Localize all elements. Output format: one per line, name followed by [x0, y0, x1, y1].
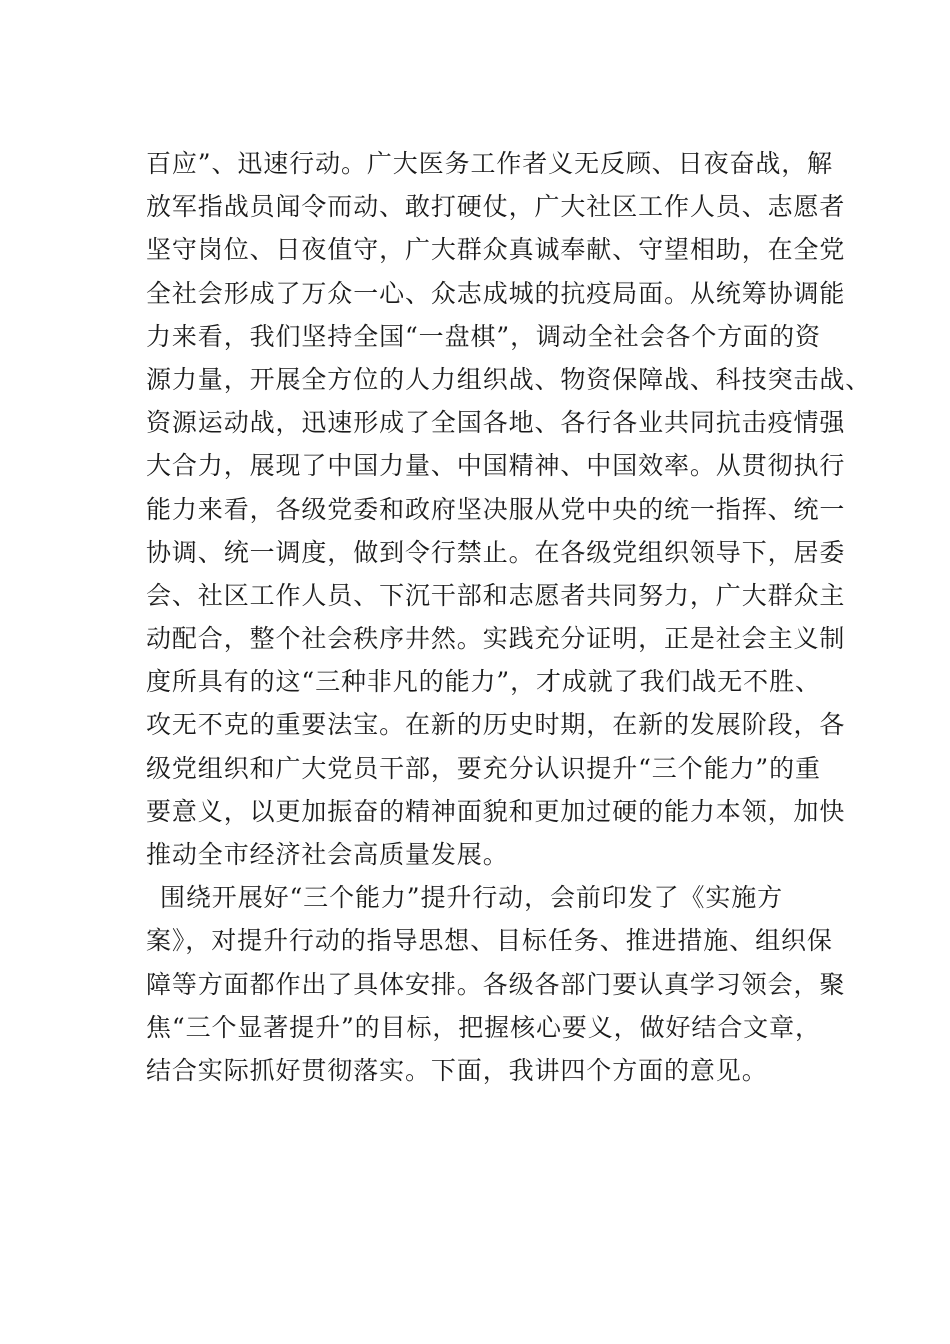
text-line: 级党组织和广大党员干部，要充分认识提升“三个能力”的重	[146, 753, 821, 783]
text-line: 焦“三个显著提升”的目标，把握核心要义，做好结合文章，	[146, 1012, 821, 1042]
text-line: 推动全市经济社会高质量发展。	[146, 840, 509, 869]
text-line: 百应”、迅速行动。广大医务工作者义无反顾、日夜奋战，解	[146, 149, 834, 178]
text-line: 坚守岗位、日夜值守，广大群众真诚奉献、守望相助，在全党	[146, 235, 846, 265]
text-line: 结合实际抓好贯彻落实。下面，我讲四个方面的意见。	[146, 1055, 768, 1085]
text-line: 协调、统一调度，做到令行禁止。在各级党组织领导下，居委	[146, 537, 846, 567]
body-text	[146, 142, 872, 1092]
text-line: 要意义，以更加振奋的精神面貌和更加过硬的能力本领，加快	[146, 796, 846, 826]
text-line: 源力量，开展全方位的人力组织战、物资保障战、科技突击战、	[146, 364, 872, 394]
text-line: 障等方面都作出了具体安排。各级各部门要认真学习领会，聚	[146, 969, 846, 999]
text-line: 全社会形成了万众一心、众志成城的抗疫局面。从统筹协调能	[146, 278, 846, 308]
text-line: 度所具有的这“三种非凡的能力”，才成就了我们战无不胜、	[146, 667, 821, 697]
text-line: 能力来看，各级党委和政府坚决服从党中央的统一指挥、统一	[146, 494, 846, 524]
text-line: 大合力，展现了中国力量、中国精神、中国效率。从贯彻执行	[146, 451, 846, 481]
text-line: 力来看，我们坚持全国“一盘棋”，调动全社会各个方面的资	[146, 321, 821, 351]
text-line: 攻无不克的重要法宝。在新的历史时期，在新的发展阶段，各	[146, 710, 846, 740]
text-line: 案》，对提升行动的指导思想、目标任务、推进措施、组织保	[146, 926, 833, 956]
text-line: 动配合，整个社会秩序井然。实践充分证明，正是社会主义制	[146, 624, 846, 654]
text-line: 资源运动战，迅速形成了全国各地、各行各业共同抗击疫情强	[146, 408, 846, 438]
text-line: 放军指战员闻令而动、敢打硬仗，广大社区工作人员、志愿者	[146, 192, 846, 222]
paragraph-start-line: 围绕开展好“三个能力”提升行动，会前印发了《实施方	[160, 883, 784, 913]
text-line: 会、社区工作人员、下沉干部和志愿者共同努力，广大群众主	[146, 580, 846, 610]
